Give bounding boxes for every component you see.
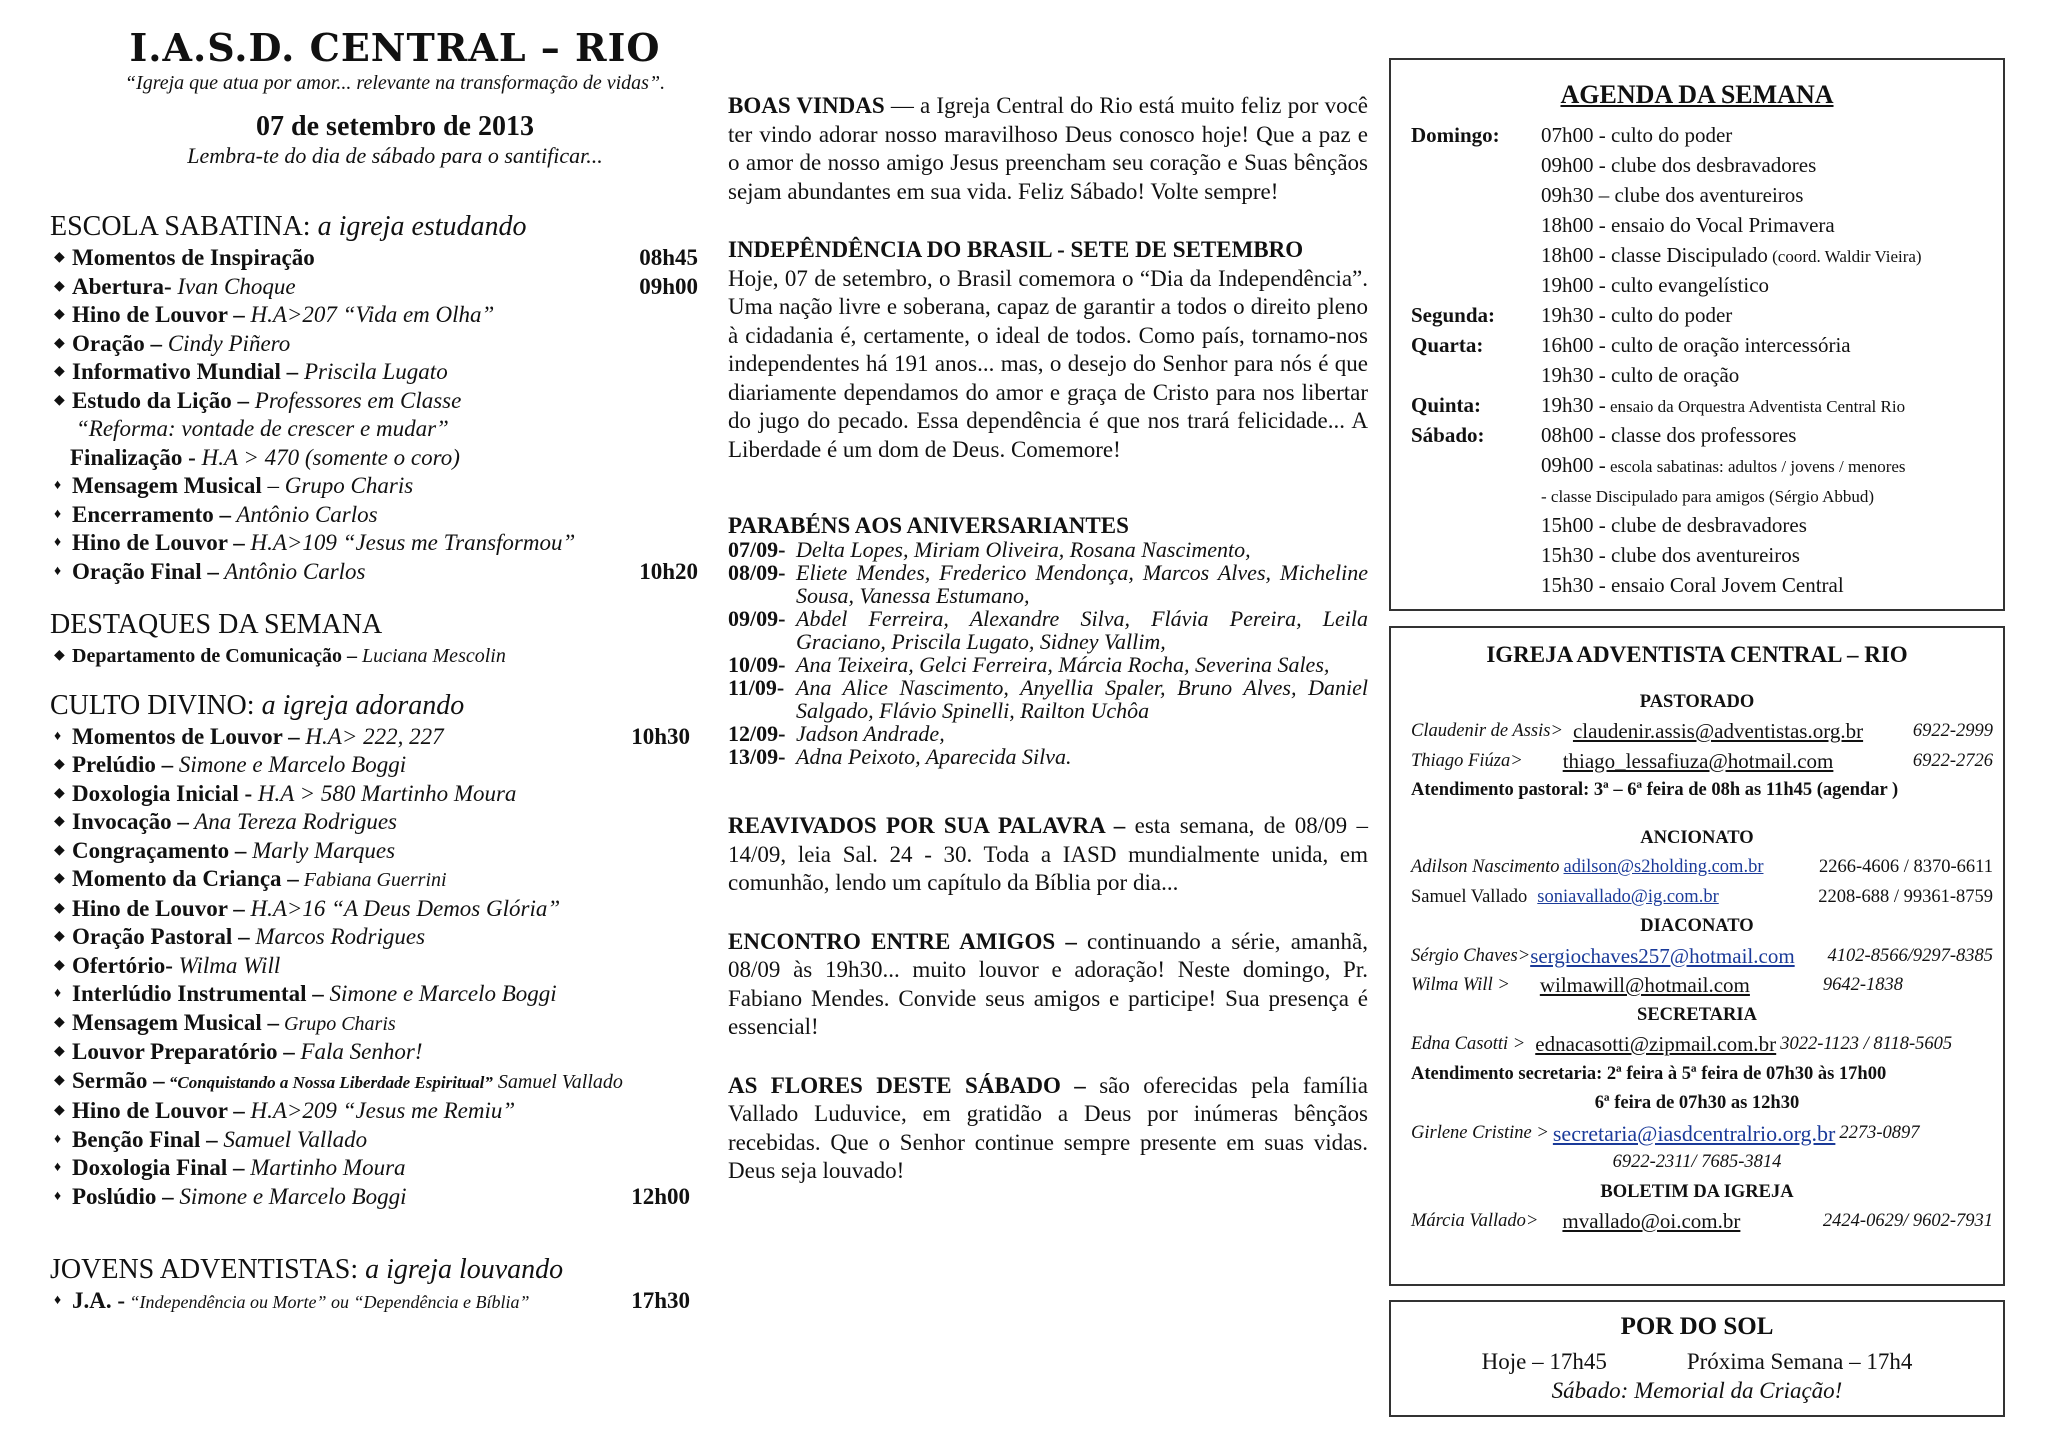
- agenda-event: 19h00 - culto evangelístico: [1541, 273, 1770, 297]
- agenda-event: 18h00 - classe Discipulado (coord. Waldir Vieira): [1541, 243, 1922, 267]
- program-item: ◆ Hino de Louvor – H.A>207 “Vida em Olha”: [50, 301, 710, 330]
- bullet-icon: ◆: [54, 335, 65, 351]
- program-item: ◆ Sermão – “Conquistando a Nossa Liberdade Espiritual” Samuel Vallado: [50, 1067, 710, 1098]
- program-item: ◆ Invocação – Ana Tereza Rodrigues: [50, 808, 710, 837]
- bulletin-date: 07 de setembro de 2013: [256, 111, 534, 142]
- independence-paragraph: Hoje, 07 de setembro, o Brasil comemora o “Dia da Independência”. Uma nação livre e soberana, capaz de garantir a todos o direito pleno à cidadania é, certamente, o ideal de todos. Como país, tornamo-nos independentes há 191 anos... mas, o desejo do Senhor para nós é que diariamente dependamos do amor e graça de Cristo para nos libertar do jugo do pecado. Essa dependência é que nos trará felicidade... A Liberdade é um dom de Deus. Comemore!: [728, 265, 1368, 462]
- program-item: ◆ Mensagem Musical – Grupo Charis: [50, 1009, 710, 1039]
- program-item: ◆ Oração Pastoral – Marcos Rodrigues: [50, 923, 710, 952]
- email-link[interactable]: secretaria@iasdcentralrio.org.br: [1552, 1120, 1836, 1146]
- secretaria-heading: SECRETARIA: [1637, 1004, 1757, 1025]
- program-item: ♦ Oração Final – Antônio Carlos 10h20: [50, 558, 710, 587]
- bullet-icon: ◆: [54, 648, 65, 663]
- announcements-column: [728, 92, 1368, 1186]
- bullet-icon: ◆: [54, 757, 65, 772]
- contacts-title: IGREJA ADVENTISTA CENTRAL – RIO: [1486, 642, 1908, 667]
- section-label: CULTO DIVINO:: [50, 689, 255, 721]
- encontro-paragraph: ENCONTRO ENTRE AMIGOS – continuando a série, amanhã, 08/09 às 19h30... muito louvor e adoração! Neste domingo, Pr. Fabiano Mendes. Convide seus amigos e participe! Sua presença é essencial!: [728, 928, 1369, 1039]
- boletim-heading: BOLETIM DA IGREJA: [1600, 1181, 1794, 1202]
- program-item: ◆ Congraçamento – Marly Marques: [50, 837, 710, 866]
- agenda-day: [1411, 151, 1541, 181]
- agenda-day: [1411, 211, 1541, 241]
- program-item: ◆ Momentos de Inspiração 08h45: [50, 244, 710, 273]
- bullet-icon: ◆: [54, 1103, 65, 1118]
- bullet-icon: ◆: [54, 1044, 65, 1059]
- bullet-icon: ◆: [54, 871, 65, 886]
- birthday-row: 08/09- Eliete Mendes, Frederico Mendonça, Marcos Alves, Micheline Sousa, Vanessa Estumano,: [728, 560, 1368, 608]
- birthdays-heading: PARABÉNS AOS ANIVERSARIANTES: [728, 513, 1129, 538]
- program-item: ◆ Oração – Cindy Piñero: [50, 330, 710, 359]
- bullet-icon: ♦: [54, 1293, 62, 1308]
- section-subtitle: a igreja estudando: [310, 211, 527, 242]
- agenda-row: [1391, 271, 2003, 301]
- escola-sabatina-heading: [50, 210, 710, 244]
- bullet-icon: ♦: [54, 563, 62, 579]
- bullet-icon: ◆: [54, 1014, 65, 1030]
- program-item: ◆ Abertura- Ivan Choque 09h00: [50, 273, 710, 302]
- birthday-row: 10/09- Ana Teixeira, Gelci Ferreira, Márcia Rocha, Severina Sales,: [728, 652, 1330, 677]
- sunset-box: [1389, 1300, 2005, 1417]
- bullet-icon: ◆: [54, 278, 65, 294]
- agenda-row: [1391, 151, 2003, 181]
- agenda-row: [1391, 301, 2003, 331]
- weekly-agenda-box: [1389, 58, 2005, 611]
- bullet-icon: ◆: [54, 929, 65, 944]
- bullet-icon: ◆: [54, 814, 65, 829]
- bullet-icon: ♦: [54, 1131, 62, 1147]
- birthday-row: 11/09- Ana Alice Nascimento, Anyellia Spaler, Bruno Alves, Daniel Salgado, Flávio Spinelli, Railton Uchôa: [728, 675, 1368, 723]
- agenda-day: [1411, 481, 1541, 511]
- birthday-row: 12/09- Jadson Andrade,: [728, 721, 945, 746]
- bullet-icon: ◆: [54, 250, 65, 265]
- independence-heading: INDEPÊNDÊNCIA DO BRASIL - SETE DE SETEMBRO: [728, 237, 1304, 262]
- contact-row: Márcia Vallado> mvallado@oi.com.br 2424-0629/ 9602-7931: [1391, 1207, 2003, 1237]
- bullet-icon: ♦: [54, 1160, 62, 1175]
- agenda-row: [1391, 451, 2003, 481]
- agenda-day: [1411, 241, 1541, 271]
- program-item: ◆ Hino de Louvor – H.A>209 “Jesus me Remiu”: [50, 1097, 710, 1126]
- email-link[interactable]: claudenir.assis@adventistas.org.br: [1572, 719, 1864, 743]
- agenda-event: 07h00 - culto do poder: [1541, 123, 1733, 147]
- agenda-event: 08h00 - classe dos professores: [1541, 423, 1797, 447]
- contact-row: Girlene Cristine > secretaria@iasdcentralrio.org.br 2273-0897: [1391, 1119, 2003, 1149]
- agenda-event: 19h30 - culto do poder: [1541, 303, 1733, 327]
- email-link[interactable]: sergiochaves257@hotmail.com: [1530, 943, 1795, 968]
- agenda-title: AGENDA DA SEMANA: [1560, 80, 1834, 109]
- agenda-day: [1411, 541, 1541, 571]
- program-item: ♦ Encerramento – Antônio Carlos: [50, 501, 710, 530]
- program-item: ◆ Estudo da Lição – Professores em Classe: [50, 387, 710, 416]
- jovens-heading: [50, 1253, 710, 1287]
- program-item: ◆ Louvor Preparatório – Fala Senhor!: [50, 1038, 710, 1067]
- destaques-heading: DESTAQUES DA SEMANA: [50, 609, 383, 640]
- bullet-icon: ◆: [54, 1072, 65, 1088]
- jovens-program: [50, 1287, 710, 1317]
- church-title: I.A.S.D. CENTRAL – RIO: [129, 25, 661, 70]
- agenda-event: 15h30 - clube dos aventureiros: [1541, 543, 1800, 567]
- birthday-row: 09/09- Abdel Ferreira, Alexandre Silva, Flávia Pereira, Leila Graciano, Priscila Lugato, Sidney Vallim,: [728, 606, 1368, 654]
- bullet-icon: ♦: [54, 478, 62, 493]
- agenda-event: 09h00 - escola sabatinas: adultos / jovens / menores: [1541, 453, 1906, 477]
- agenda-day: Segunda:: [1411, 303, 1496, 327]
- contact-row: Samuel Vallado soniavallado@ig.com.br 2208-688 / 99361-8759: [1391, 883, 2003, 913]
- contact-row: Claudenir de Assis> claudenir.assis@adventistas.org.br 6922-2999: [1391, 717, 2003, 747]
- agenda-row: [1391, 481, 2003, 511]
- agenda-day: [1411, 511, 1541, 541]
- agenda-row: [1391, 541, 2003, 571]
- program-item: ♦ Benção Final – Samuel Vallado: [50, 1126, 710, 1155]
- agenda-row: [1391, 361, 2003, 391]
- birthday-row: 07/09- Delta Lopes, Miriam Oliveira, Rosana Nascimento,: [728, 537, 1251, 562]
- program-item: ♦ J.A. - “Independência ou Morte” ou “Dependência e Bíblia” 17h30: [50, 1287, 710, 1317]
- section-subtitle: a igreja louvando: [358, 1254, 564, 1285]
- destaques-list: [50, 642, 710, 671]
- program-item: ◆ Hino de Louvor – H.A>16 “A Deus Demos Glória”: [50, 895, 710, 924]
- culto-divino-program: [50, 723, 710, 1212]
- diaconato-heading: DIACONATO: [1640, 916, 1754, 936]
- escola-sabatina-program: [50, 244, 710, 586]
- email-link[interactable]: wilmawill@hotmail.com: [1539, 973, 1750, 997]
- bullet-icon: ♦: [54, 535, 62, 550]
- contact-row: Adilson Nascimento adilson@s2holding.com.br 2266-4606 / 8370-6611: [1391, 853, 2003, 883]
- bullet-icon: ◆: [54, 957, 65, 973]
- agenda-event: 15h00 - clube de desbravadores: [1541, 513, 1807, 537]
- section-label: JOVENS ADVENTISTAS:: [50, 1254, 359, 1285]
- agenda-day: [1411, 571, 1541, 601]
- bullet-icon: ♦: [54, 728, 62, 744]
- bullet-icon: ◆: [54, 364, 65, 379]
- section-label: ESCOLA SABATINA:: [50, 211, 311, 242]
- contact-row: Wilma Will > wilmawill@hotmail.com 9642-1838: [1391, 971, 2003, 1001]
- flores-paragraph: AS FLORES DESTE SÁBADO – são oferecidas pela família Vallado Luduvice, em gratidão a Deus por inúmeras bênçãos recebidas. Que o Senhor continue sempre presente em suas vidas. Deus seja louvado!: [728, 1072, 1368, 1183]
- section-subtitle: a igreja adorando: [254, 689, 465, 721]
- agenda-day: Sábado:: [1411, 423, 1485, 447]
- sunset-title: POR DO SOL: [1620, 1313, 1774, 1340]
- sunset-next-week: Próxima Semana – 17h4: [1686, 1349, 1913, 1374]
- agenda-event: 19h30 - culto de oração: [1541, 363, 1740, 387]
- agenda-row: [1391, 421, 2003, 451]
- program-item: Finalização - H.A > 470 (somente o coro): [70, 444, 460, 470]
- bullet-icon: ◆: [54, 785, 65, 801]
- email-link[interactable]: ednacasotti@zipmail.com.br: [1535, 1032, 1777, 1056]
- agenda-day: [1411, 181, 1541, 211]
- program-item: ♦ Mensagem Musical – Grupo Charis: [50, 472, 710, 501]
- memorial-line: Sábado: Memorial da Criação!: [1551, 1378, 1843, 1403]
- ancionato-heading: ANCIONATO: [1640, 827, 1754, 848]
- culto-divino-heading: [50, 689, 710, 723]
- agenda-event: 09h30 – clube dos aventureiros: [1541, 183, 1804, 207]
- church-contacts-box: [1389, 626, 2005, 1286]
- pastorado-heading: PASTORADO: [1639, 691, 1755, 712]
- order-of-service-column: [50, 25, 710, 1317]
- bullet-icon: ◆: [54, 842, 65, 858]
- bullet-icon: ◆: [54, 392, 65, 408]
- program-item: ♦ Momentos de Louvor – H.A> 222, 227 10h30: [50, 723, 710, 752]
- program-item: ◆ Prelúdio – Simone e Marcelo Boggi: [50, 751, 710, 780]
- program-item: ♦ Doxologia Final – Martinho Moura: [50, 1154, 710, 1183]
- sunset-today: Hoje – 17h45: [1481, 1349, 1607, 1374]
- church-motto: “Igreja que atua por amor... relevante na transformação de vidas”.: [124, 71, 666, 94]
- reavivados-paragraph: REAVIVADOS POR SUA PALAVRA – esta semana, de 08/09 – 14/09, leia Sal. 24 - 30. Toda a IASD mundialmente unida, em comunhão, lendo um capítulo da Bíblia por dia...: [728, 813, 1368, 895]
- agenda-row: [1391, 241, 2003, 271]
- program-item: ♦ Hino de Louvor – H.A>109 “Jesus me Transformou”: [50, 529, 710, 558]
- program-item: ◆ Ofertório- Wilma Will: [50, 952, 710, 981]
- contact-row: Edna Casotti > ednacasotti@zipmail.com.br 3022-1123 / 8118-5605: [1391, 1030, 2003, 1060]
- agenda-event: - classe Discipulado para amigos (Sérgio Abbud): [1541, 487, 1875, 506]
- email-link[interactable]: soniavallado@ig.com.br: [1537, 886, 1719, 907]
- program-item: ◆ Doxologia Inicial - H.A > 580 Martinho Moura: [50, 780, 710, 809]
- program-item: ♦ Interlúdio Instrumental – Simone e Marcelo Boggi: [50, 980, 710, 1009]
- agenda-row: [1391, 211, 2003, 241]
- email-link[interactable]: thiago_lessafiuza@hotmail.com: [1562, 748, 1834, 773]
- bullet-icon: ♦: [54, 506, 62, 522]
- birthday-row: 13/09- Adna Peixoto, Aparecida Silva.: [728, 744, 1072, 769]
- agenda-list: [1391, 121, 2003, 601]
- agenda-row: [1391, 511, 2003, 541]
- agenda-event: 15h30 - ensaio Coral Jovem Central: [1541, 573, 1844, 597]
- agenda-day: Quinta:: [1411, 393, 1482, 417]
- agenda-day: [1411, 361, 1541, 391]
- contact-row: Thiago Fiúza> thiago_lessafiuza@hotmail.com 6922-2726: [1391, 747, 2003, 777]
- welcome-paragraph: BOAS VINDAS — a Igreja Central do Rio está muito feliz por você ter vindo adorar nosso maravilhoso Deus conosco hoje! Que a paz e o amor de nosso amigo Jesus preencham seu coração e Suas bênçãos sejam abundantes em sua vida. Feliz Sábado! Volte sempre!: [728, 93, 1368, 204]
- agenda-event: 19h30 - ensaio da Orquestra Adventista Central Rio: [1541, 393, 1906, 417]
- agenda-event: 18h00 - ensaio do Vocal Primavera: [1541, 213, 1835, 237]
- atendimento-secretaria-sexta: 6ª feira de 07h30 as 12h30: [1594, 1093, 1800, 1113]
- sunset-times: [1391, 1347, 2003, 1376]
- sabbath-verse: Lembra-te do dia de sábado para o santificar...: [187, 142, 603, 168]
- atendimento-pastoral: Atendimento pastoral: 3ª – 6ª feira de 08h as 11h45 (agendar ): [1411, 780, 1899, 800]
- bullet-icon: ◆: [54, 900, 65, 916]
- program-item: ◆ Informativo Mundial – Priscila Lugato: [50, 358, 710, 387]
- program-item: ◆ Departamento de Comunicação – Luciana Mescolin: [50, 642, 710, 671]
- program-item: ◆ Momento da Criança – Fabiana Guerrini: [50, 865, 710, 895]
- agenda-day: [1411, 271, 1541, 301]
- agenda-day: [1411, 451, 1541, 481]
- email-link[interactable]: mvallado@oi.com.br: [1562, 1209, 1741, 1233]
- agenda-row: [1391, 331, 2003, 361]
- agenda-day: Domingo:: [1411, 123, 1500, 147]
- bullet-icon: ♦: [54, 986, 62, 1001]
- secretaria-phone: 6922-2311/ 7685-3814: [1612, 1152, 1782, 1172]
- email-link[interactable]: adilson@s2holding.com.br: [1563, 857, 1764, 877]
- program-item: ♦ Poslúdio – Simone e Marcelo Boggi 12h00: [50, 1183, 710, 1212]
- agenda-row: [1391, 181, 2003, 211]
- agenda-event: 16h00 - culto de oração intercessória: [1541, 333, 1851, 357]
- agenda-row: [1391, 121, 2003, 151]
- bullet-icon: ♦: [54, 1188, 62, 1204]
- agenda-day: Quarta:: [1411, 333, 1484, 357]
- agenda-event: 09h00 - clube dos desbravadores: [1541, 153, 1817, 177]
- birthdays-list: [728, 538, 1368, 768]
- contact-row: Sérgio Chaves> sergiochaves257@hotmail.com 4102-8566/9297-8385: [1391, 942, 2003, 972]
- lesson-title: “Reforma: vontade de crescer e mudar”: [76, 416, 449, 441]
- agenda-row: [1391, 571, 2003, 601]
- agenda-row: [1391, 391, 2003, 421]
- bullet-icon: ◆: [54, 307, 65, 322]
- atendimento-secretaria: Atendimento secretaria: 2ª feira à 5ª feira de 07h30 às 17h00: [1411, 1063, 1887, 1084]
